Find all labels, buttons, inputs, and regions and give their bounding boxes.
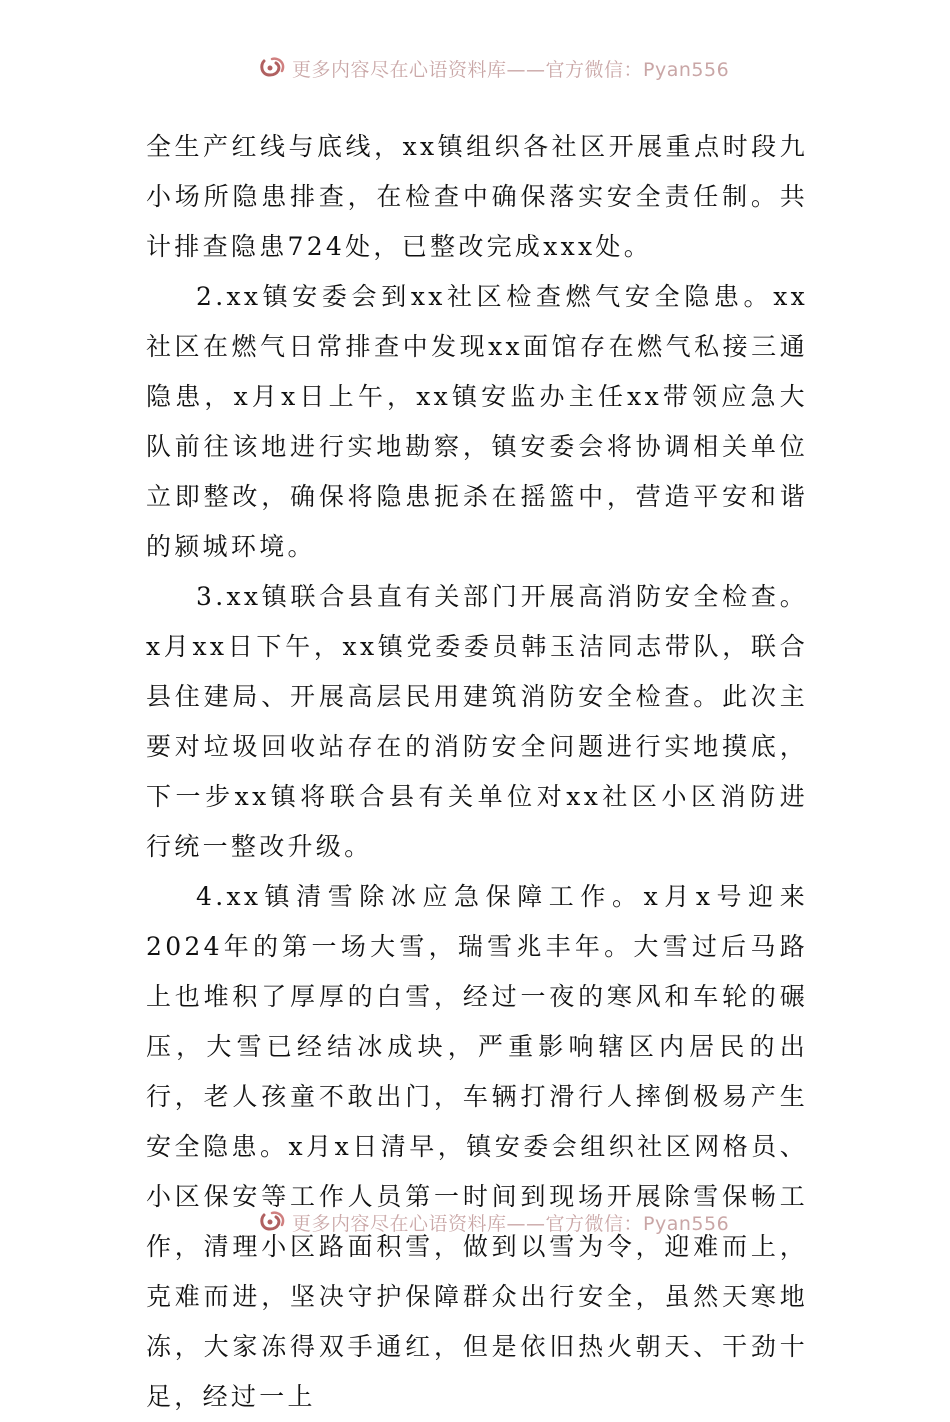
paragraph-3: 3.xx镇联合县直有关部门开展高消防安全检查。x月xx日下午，xx镇党委委员韩玉洁同志带队，联合县住建局、开展高层民用建筑消防安全检查。此次主要对垃圾回收站存在的消防安全问题进行实地摸底，下一步xx镇将联合县有关单位对xx社区小区消防进行统一整改升级。 xyxy=(146,582,808,861)
brand-logo-icon xyxy=(258,55,288,81)
brand-logo-icon xyxy=(258,1209,288,1235)
paragraph-4: 4.xx镇清雪除冰应急保障工作。x月x号迎来2024年的第一场大雪，瑞雪兆丰年。大雪过后马路上也堆积了厚厚的白雪，经过一夜的寒风和车轮的碾压，大雪已经结冰成块，严重影响辖区内居民的出行，老人孩童不敢出门，车辆打滑行人摔倒极易产生安全隐患。x月x日清早，镇安委会组织社区网格员、小区保安等工作人员第一时间到现场开展除雪保畅工作，清理小区路面积雪，做到以雪为令，迎难而上，克难而进，坚决守护保障群众出行安全，虽然天寒地冻，大家冻得双手通红，但是依旧热火朝天、干劲十足，经过一上 xyxy=(146,882,808,1411)
paragraph-2: 2.xx镇安委会到xx社区检查燃气安全隐患。xx社区在燃气日常排查中发现xx面馆存在燃气私接三通隐患，x月x日上午，xx镇安监办主任xx带领应急大队前往该地进行实地勘察，镇安委会将协调相关单位立即整改，确保将隐患扼杀在摇篮中，营造平安和谐的颍城环境。 xyxy=(146,282,808,561)
watermark-text: 更多内容尽在心语资料库——官方微信：Pyan556 xyxy=(292,58,730,81)
header-watermark xyxy=(258,52,729,84)
watermark-text: 更多内容尽在心语资料库——官方微信：Pyan556 xyxy=(292,1212,730,1235)
paragraph-1: 全生产红线与底线，xx镇组织各社区开展重点时段九小场所隐患排查，在检查中确保落实安全责任制。共计排查隐患724处，已整改完成xxx处。 xyxy=(146,132,808,261)
footer-watermark xyxy=(258,1206,729,1238)
